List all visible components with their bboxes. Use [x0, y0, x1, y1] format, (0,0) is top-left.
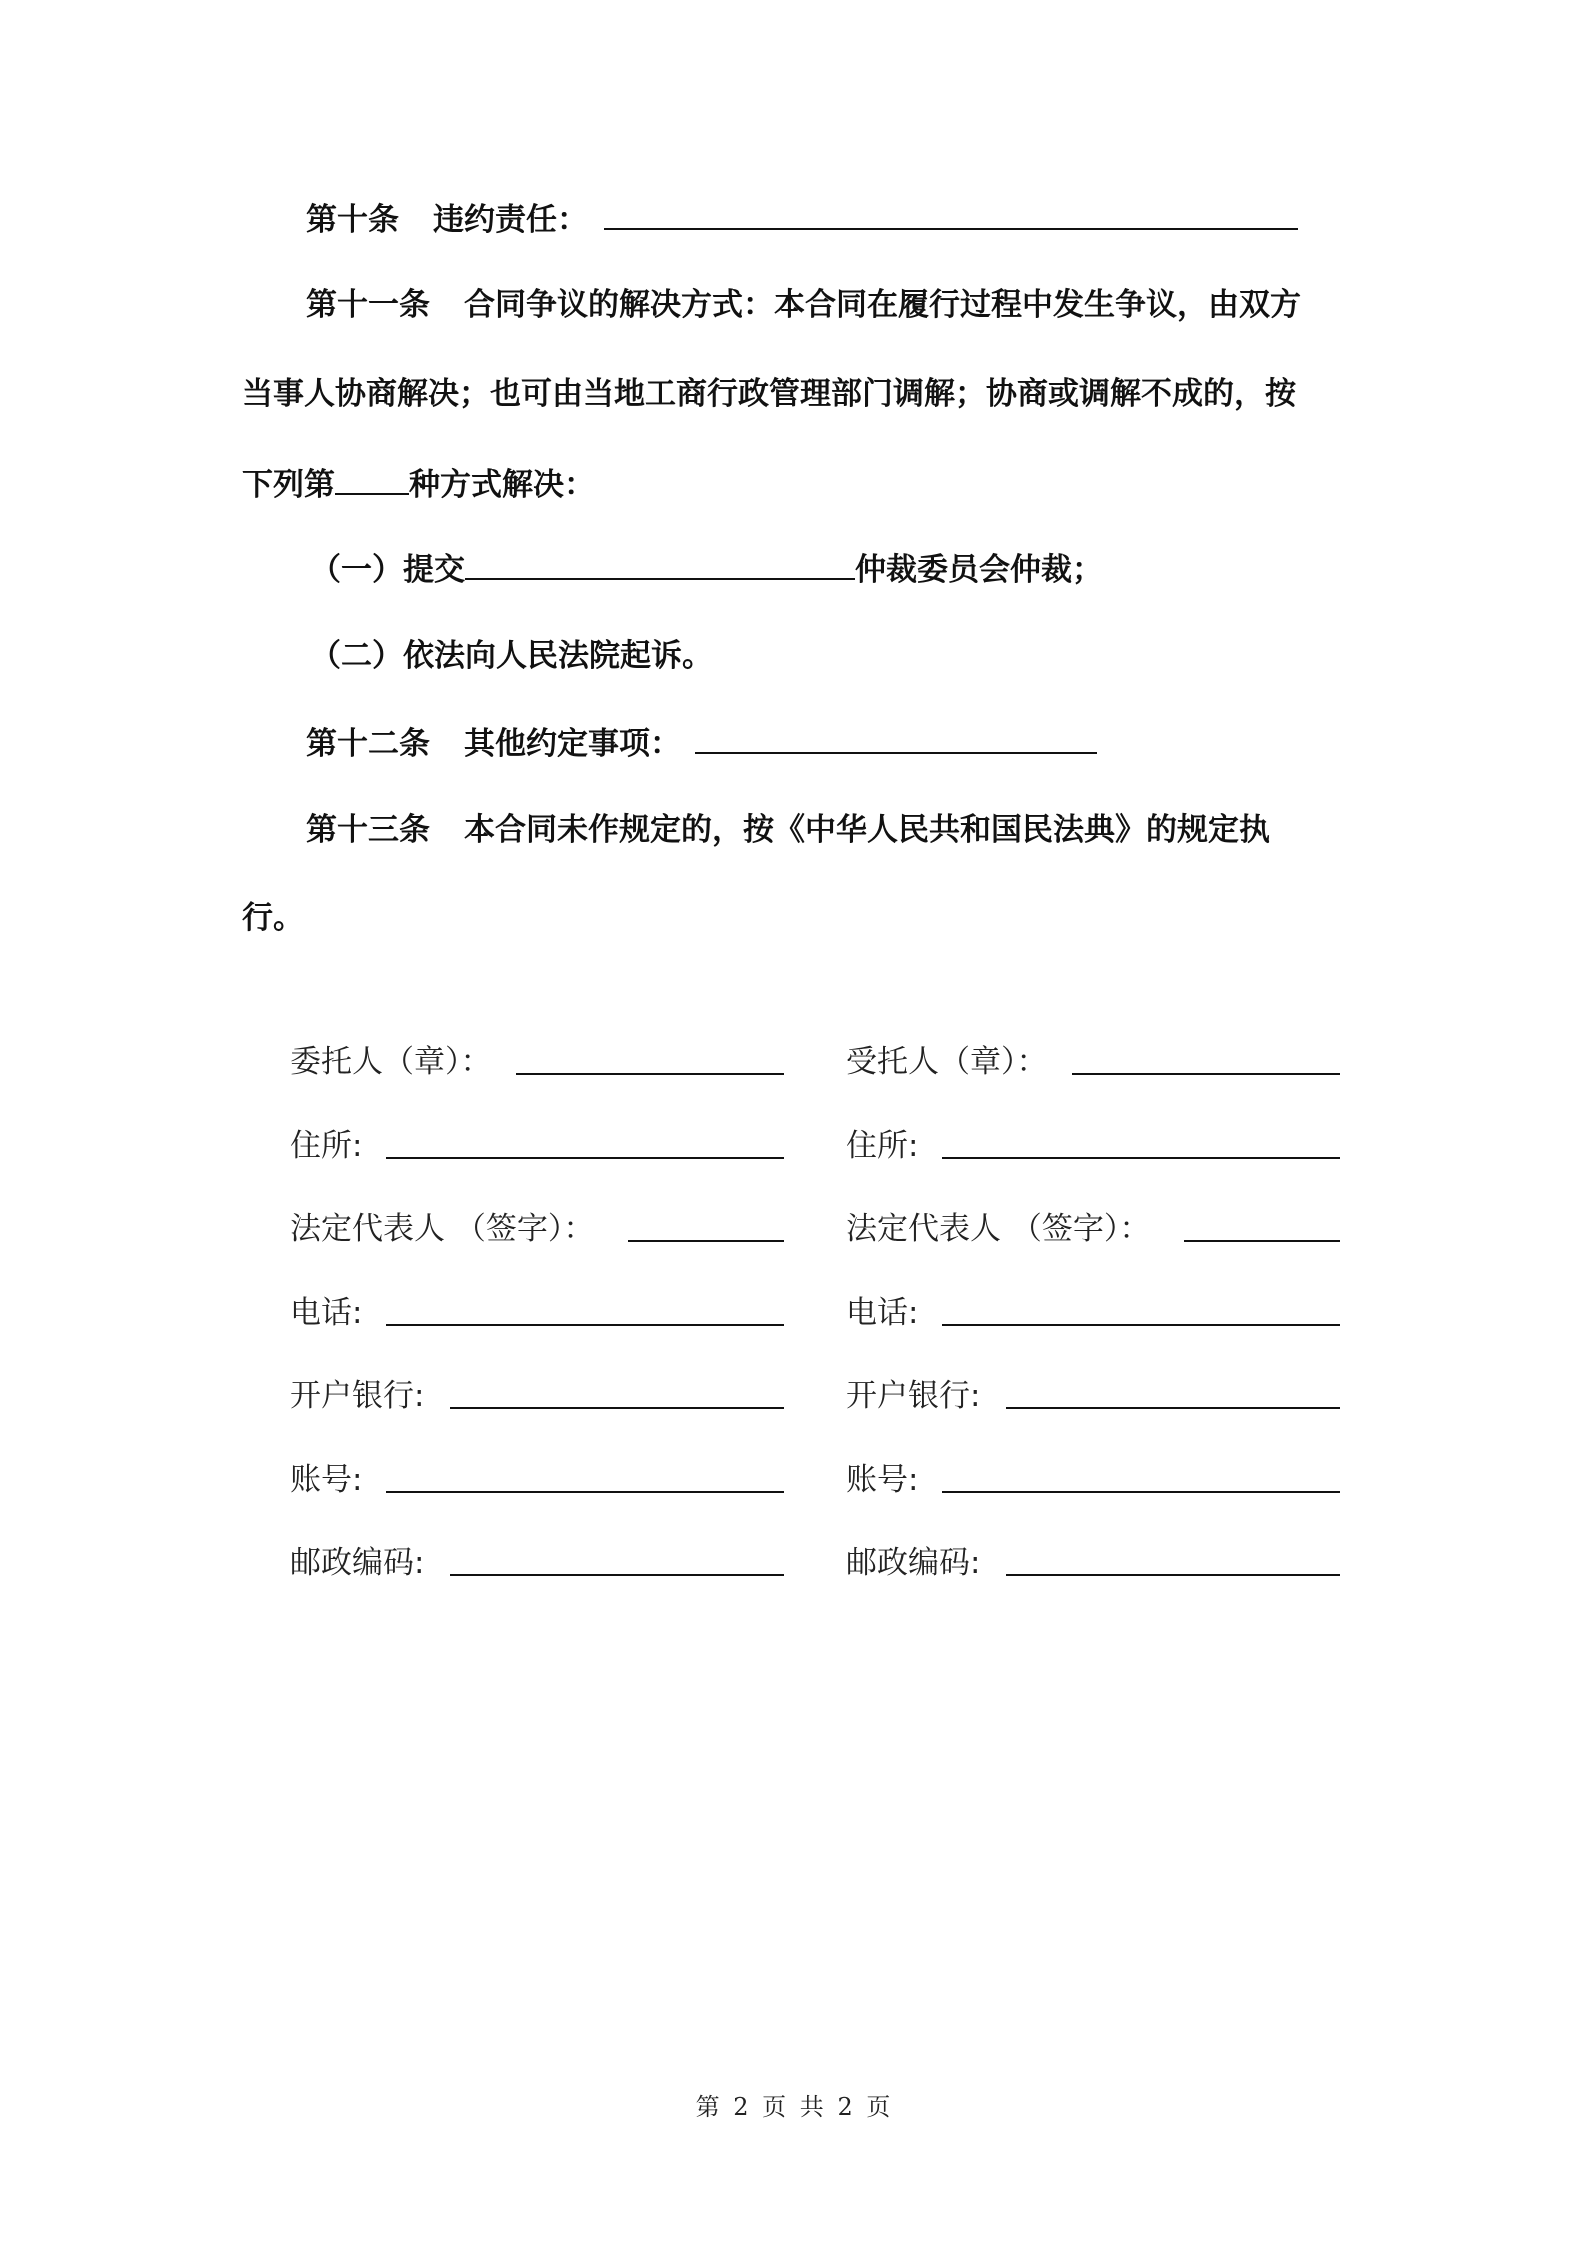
- client-seal-line: [516, 1073, 784, 1075]
- arbitration-committee-blank: [465, 548, 855, 580]
- client-address-line: [386, 1157, 784, 1159]
- trustee-seal-line: [1072, 1073, 1340, 1075]
- article-10-blank: [604, 198, 1298, 230]
- article-11-option-2: [310, 636, 713, 676]
- article-13-line-2: [242, 898, 304, 938]
- trustee-postcode-label: 邮政编码:: [846, 1545, 981, 1581]
- trustee-postcode-line: [1006, 1574, 1340, 1576]
- page-number: 第 2 页 共 2 页: [695, 2093, 891, 2121]
- trustee-phone-line: [942, 1324, 1340, 1326]
- article-12-number: 第十二条: [306, 726, 430, 762]
- article-11-option-2-text: （二）依法向人民法院起诉。: [310, 638, 713, 674]
- article-11-text-3a: 下列第: [242, 467, 335, 503]
- article-13-text-1: 本合同未作规定的，按《中华人民共和国民法典》的规定执: [464, 812, 1270, 848]
- client-representative-label: 法定代表人 （签字）：: [290, 1211, 595, 1247]
- article-11-option-1-tail: 仲裁委员会仲裁；: [855, 552, 1103, 588]
- client-postcode-line: [450, 1574, 784, 1576]
- article-10: [306, 198, 1298, 240]
- trustee-account-line: [942, 1491, 1340, 1493]
- client-address-label: 住所:: [290, 1128, 363, 1164]
- trustee-bank-label: 开户银行:: [846, 1378, 981, 1414]
- article-13-text-2: 行。: [242, 900, 304, 936]
- article-12: [306, 722, 1097, 764]
- article-11-line-1: [306, 285, 1301, 325]
- article-12-blank: [695, 722, 1097, 754]
- article-12-title: 其他约定事项：: [464, 726, 681, 762]
- trustee-account-label: 账号:: [846, 1462, 919, 1498]
- article-10-number: 第十条: [306, 202, 399, 238]
- client-postcode-label: 邮政编码:: [290, 1545, 425, 1581]
- trustee-address-label: 住所:: [846, 1128, 919, 1164]
- client-account-label: 账号:: [290, 1462, 363, 1498]
- article-11-number: 第十一条: [306, 287, 430, 323]
- client-bank-label: 开户银行:: [290, 1378, 425, 1414]
- trustee-address-line: [942, 1157, 1340, 1159]
- article-11-line-3: [242, 463, 595, 505]
- trustee-representative-label: 法定代表人 （签字）：: [846, 1211, 1151, 1247]
- client-phone-line: [386, 1324, 784, 1326]
- trustee-seal-label: 受托人（章）：: [846, 1044, 1048, 1080]
- client-account-line: [386, 1491, 784, 1493]
- article-11-option-blank: [335, 463, 409, 495]
- article-11-option-1-label: （一）提交: [310, 552, 465, 588]
- trustee-representative-line: [1184, 1240, 1340, 1242]
- client-seal-label: 委托人（章）：: [290, 1044, 492, 1080]
- article-11-option-1: [310, 548, 1103, 590]
- article-10-title: 违约责任：: [433, 202, 588, 238]
- article-11-text-2: 当事人协商解决；也可由当地工商行政管理部门调解；协商或调解不成的，按: [242, 376, 1296, 412]
- article-11-line-2: [242, 374, 1296, 414]
- client-representative-line: [628, 1240, 784, 1242]
- client-phone-label: 电话:: [290, 1295, 363, 1331]
- trustee-phone-label: 电话:: [846, 1295, 919, 1331]
- article-11-text-3b: 种方式解决：: [409, 467, 595, 503]
- article-13-number: 第十三条: [306, 812, 430, 848]
- article-13-line-1: [306, 810, 1270, 850]
- trustee-bank-line: [1006, 1407, 1340, 1409]
- client-bank-line: [450, 1407, 784, 1409]
- article-11-text-1: 合同争议的解决方式：本合同在履行过程中发生争议，由双方: [464, 287, 1301, 323]
